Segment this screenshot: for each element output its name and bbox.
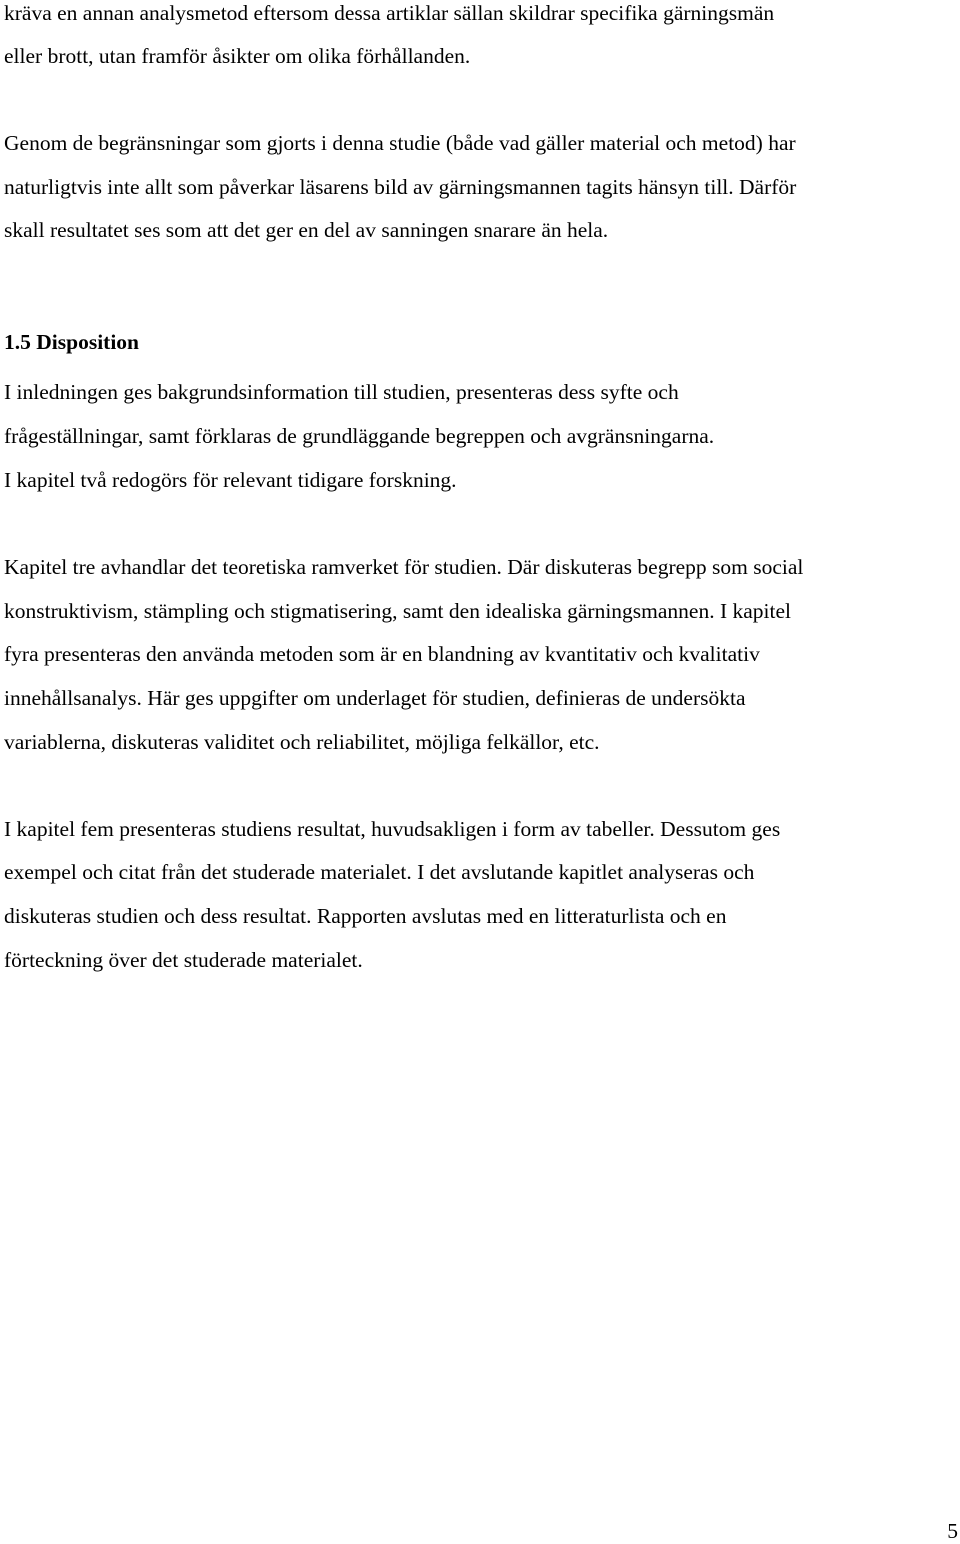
text-line: frågeställningar, samt förklaras de grundläggande begreppen och avgränsningarna. [4,424,715,448]
text-line: diskuteras studien och dess resultat. Rapporten avslutas med en litteraturlista och en [4,904,727,928]
text-line: I inledningen ges bakgrundsinformation till studien, presenteras dess syfte och [4,380,679,404]
text-line: exempel och citat från det studerade materialet. I det avslutande kapitlet analyseras och [4,860,755,884]
text-line: I kapitel fem presenteras studiens resultat, huvudsakligen i form av tabeller. Dessutom ges [4,817,781,841]
text-line: I kapitel två redogörs för relevant tidigare forskning. [4,468,457,492]
text-line: konstruktivism, stämpling och stigmatisering, samt den idealiska gärningsmannen. I kapitel [4,599,792,623]
text-line: förteckning över det studerade materialet. [4,948,363,972]
text-line: eller brott, utan framför åsikter om olika förhållanden. [4,44,471,68]
text-line: innehållsanalys. Här ges uppgifter om underlaget för studien, definieras de undersökta [4,686,746,710]
page-number: 5 [947,1519,958,1543]
text-line: Kapitel tre avhandlar det teoretiska ramverket för studien. Där diskuteras begrepp som social [4,555,804,579]
text-line: kräva en annan analysmetod eftersom dessa artiklar sällan skildrar specifika gärningsmän [4,1,775,25]
text-line: naturligtvis inte allt som påverkar läsarens bild av gärningsmannen tagits hänsyn till. Därför [4,175,797,199]
text-line: Genom de begränsningar som gjorts i denna studie (både vad gäller material och metod) har [4,131,796,155]
text-line: variablerna, diskuteras validitet och reliabilitet, möjliga felkällor, etc. [4,730,600,754]
section-heading: 1.5 Disposition [4,330,140,354]
text-line: skall resultatet ses som att det ger en del av sanningen snarare än hela. [4,218,609,242]
text-line: fyra presenteras den använda metoden som är en blandning av kvantitativ och kvalitativ [4,642,760,666]
